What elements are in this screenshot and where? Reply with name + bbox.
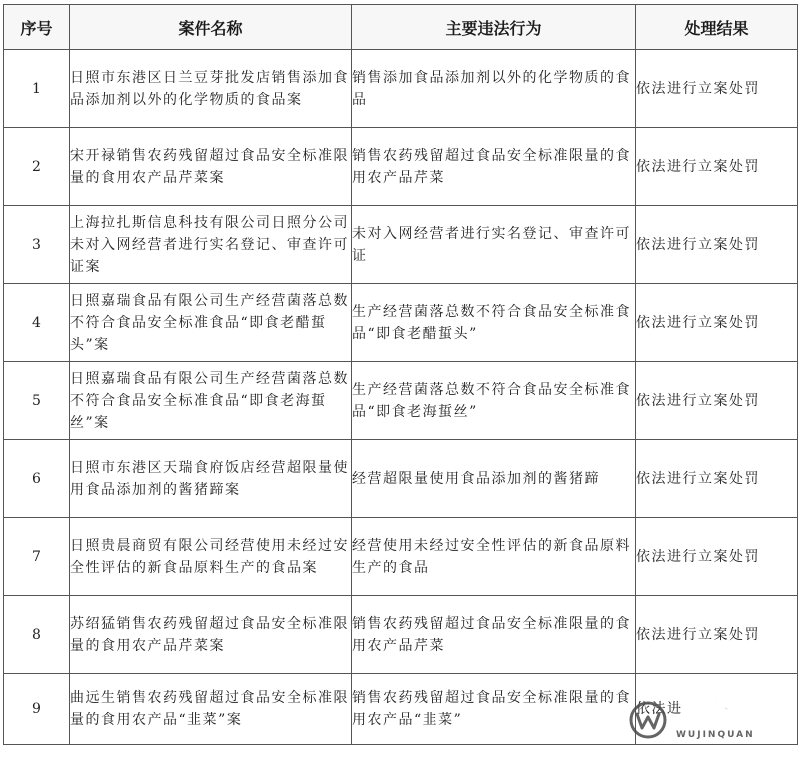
row-result: 依法进行立案处罚 xyxy=(636,50,798,128)
row-main-violation: 销售添加食品添加剂以外的化学物质的食品 xyxy=(352,50,636,128)
row-main-violation: 销售农药残留超过食品安全标准限量的食用农产品芹菜 xyxy=(352,596,636,674)
row-result: 依法进行立案处罚 xyxy=(636,128,798,206)
watermark xyxy=(628,690,788,750)
row-seq: 5 xyxy=(4,362,70,440)
row-result: 依法进行立案处罚 xyxy=(636,284,798,362)
row-case-name: 日照嘉瑞食品有限公司生产经营菌落总数不符合食品安全标准食品“即食老醋蜇头”案 xyxy=(70,284,352,362)
row-case-name: 日照市东港区日兰豆芽批发店销售添加食品添加剂以外的化学物质的食品案 xyxy=(70,50,352,128)
row-main-violation: 生产经营菌落总数不符合食品安全标准食品“即食老海蜇丝” xyxy=(352,362,636,440)
table-row xyxy=(4,206,798,284)
row-case-name: 日照市东港区天瑞食府饭店经营超限量使用食品添加剂的酱猪蹄案 xyxy=(70,440,352,518)
header-seq: 序号 xyxy=(4,5,70,50)
cases-table xyxy=(3,4,798,745)
row-case-name: 曲远生销售农药残留超过食品安全标准限量的食用农产品“韭菜”案 xyxy=(70,674,352,745)
header-case-name: 案件名称 xyxy=(70,5,352,50)
row-main-violation: 生产经营菌落总数不符合食品安全标准食品“即食老醋蜇头” xyxy=(352,284,636,362)
row-main-violation: 销售农药残留超过食品安全标准限量的食用农产品“韭菜” xyxy=(352,674,636,745)
row-seq: 8 xyxy=(4,596,70,674)
row-seq: 1 xyxy=(4,50,70,128)
table-row xyxy=(4,50,798,128)
row-result: 依法进行立案处罚 xyxy=(636,518,798,596)
table-row xyxy=(4,362,798,440)
table-row xyxy=(4,440,798,518)
row-result: 依法进行立案处罚 xyxy=(636,440,798,518)
row-main-violation: 经营超限量使用食品添加剂的酱猪蹄 xyxy=(352,440,636,518)
table-header-row xyxy=(4,5,798,50)
row-result: 依法进行立案处罚 xyxy=(636,362,798,440)
row-case-name: 苏绍猛销售农药残留超过食品安全标准限量的食用农产品芹菜案 xyxy=(70,596,352,674)
row-main-violation: 销售农药残留超过食品安全标准限量的食用农产品芹菜 xyxy=(352,128,636,206)
row-seq: 3 xyxy=(4,206,70,284)
header-main-violation: 主要违法行为 xyxy=(352,5,636,50)
row-case-name: 日照嘉瑞食品有限公司生产经营菌落总数不符合食品安全标准食品“即食老海蜇丝”案 xyxy=(70,362,352,440)
row-case-name: 上海拉扎斯信息科技有限公司日照分公司未对入网经营者进行实名登记、审查许可证案 xyxy=(70,206,352,284)
watermark-chinese: 五金圈 xyxy=(676,699,761,729)
table-row xyxy=(4,596,798,674)
row-result: 依法进行立案处罚 xyxy=(636,206,798,284)
header-result: 处理结果 xyxy=(636,5,798,50)
table-row xyxy=(4,128,798,206)
row-result: 依法进行立案处罚 xyxy=(636,596,798,674)
row-case-name: 日照贵晨商贸有限公司经营使用未经过安全性评估的新食品原料生产的食品案 xyxy=(70,518,352,596)
row-seq: 4 xyxy=(4,284,70,362)
row-seq: 9 xyxy=(4,674,70,745)
row-seq: 7 xyxy=(4,518,70,596)
row-case-name: 宋开禄销售农药残留超过食品安全标准限量的食用农产品芹菜案 xyxy=(70,128,352,206)
watermark-text xyxy=(676,699,760,741)
table-row xyxy=(4,284,798,362)
table-row xyxy=(4,518,798,596)
row-seq: 2 xyxy=(4,128,70,206)
row-seq: 6 xyxy=(4,440,70,518)
wujin-logo-icon xyxy=(628,700,668,740)
watermark-english: WUJINQUAN xyxy=(676,730,755,740)
row-main-violation: 未对入网经营者进行实名登记、审查许可证 xyxy=(352,206,636,284)
row-result: 依法进 xyxy=(636,674,798,745)
row-main-violation: 经营使用未经过安全性评估的新食品原料生产的食品 xyxy=(352,518,636,596)
